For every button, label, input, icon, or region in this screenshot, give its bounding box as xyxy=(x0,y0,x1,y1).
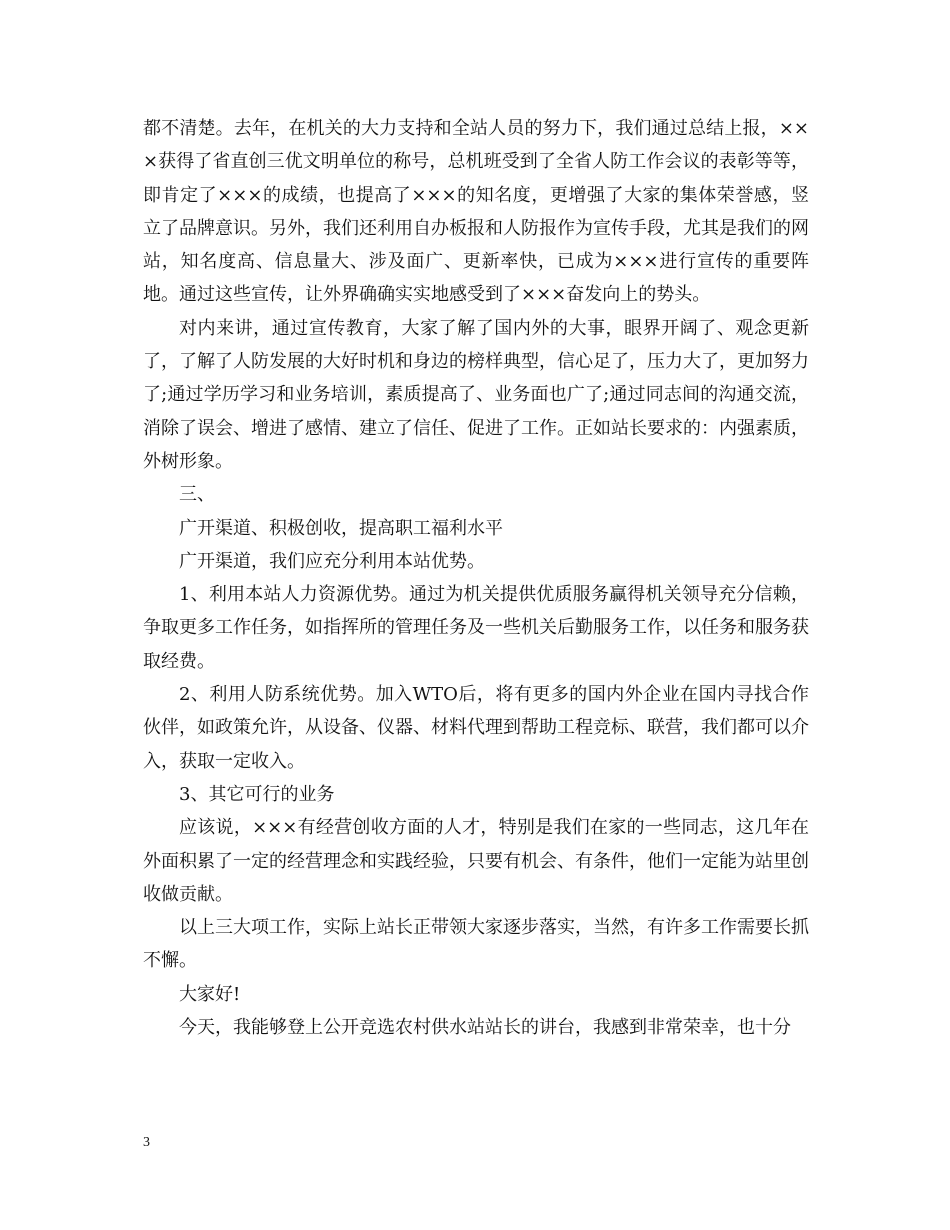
paragraph-5: 以上三大项工作，实际上站长正带领大家逐步落实，当然，有许多工作需要长抓不懈。 xyxy=(143,917,809,972)
paragraph-3: 广开渠道，我们应充分利用本站优势。 xyxy=(179,550,485,572)
paragraph-2: 对内来讲，通过宣传教育，大家了解了国内外的大事，眼界开阔了、观念更新了，了解了人防发展的大好时机和身边的榜样典型，信心足了，压力大了，更加努力了;通过学历学习和业务培训，素质提高了、业务面也广了;通过同志间的沟通交流，消除了误会、增进了感情、建立了信任、促进了工作。正如站长要求的：内强素质，外树形象。 xyxy=(143,317,809,472)
list-item-2: 2、利用人防系统优势。加入WTO后，将有更多的国内外企业在国内寻找合作伙伴，如政策允许，从设备、仪器、材料代理到帮助工程竞标、联营，我们都可以介入，获取一定收入。 xyxy=(143,684,809,772)
list-item-1: 1、利用本站人力资源优势。通过为机关提供优质服务赢得机关领导充分信赖，争取更多工作任务，如指挥所的管理任务及一些机关后勤服务工作，以任务和服务获取经费。 xyxy=(143,584,809,672)
paragraph-1: 都不清楚。去年，在机关的大力支持和全站人员的努力下，我们通过总结上报，×××获得了省直创三优文明单位的称号，总机班受到了全省人防工作会议的表彰等等，即肯定了×××的成绩，也提高了×××的知名度，更增强了大家的集体荣誉感，竖立了品牌意识。另外，我们还利用自办板报和人防报作为宣传手段，尤其是我们的网站，知名度高、信息量大、涉及面广、更新率快，已成为×××进行宣传的重要阵地。通过这些宣传，让外界确确实实地感受到了×××奋发向上的势头。 xyxy=(143,118,809,306)
section-heading-title: 广开渠道、积极创收，提高职工福利水平 xyxy=(179,517,503,539)
list-item-3: 3、其它可行的业务 xyxy=(179,783,335,805)
paragraph-4: 应该说，×××有经营创收方面的人才，特别是我们在家的一些同志，这几年在外面积累了一定的经营理念和实践经验，只要有机会、有条件，他们一定能为站里创收做贡献。 xyxy=(143,817,809,905)
page-number: 3 xyxy=(143,1135,150,1150)
document-body xyxy=(143,112,809,1044)
greeting: 大家好! xyxy=(179,983,241,1005)
paragraph-6: 今天，我能够登上公开竞选农村供水站站长的讲台，我感到非常荣幸，也十分 xyxy=(179,1017,791,1039)
section-heading-number: 三、 xyxy=(179,484,215,506)
